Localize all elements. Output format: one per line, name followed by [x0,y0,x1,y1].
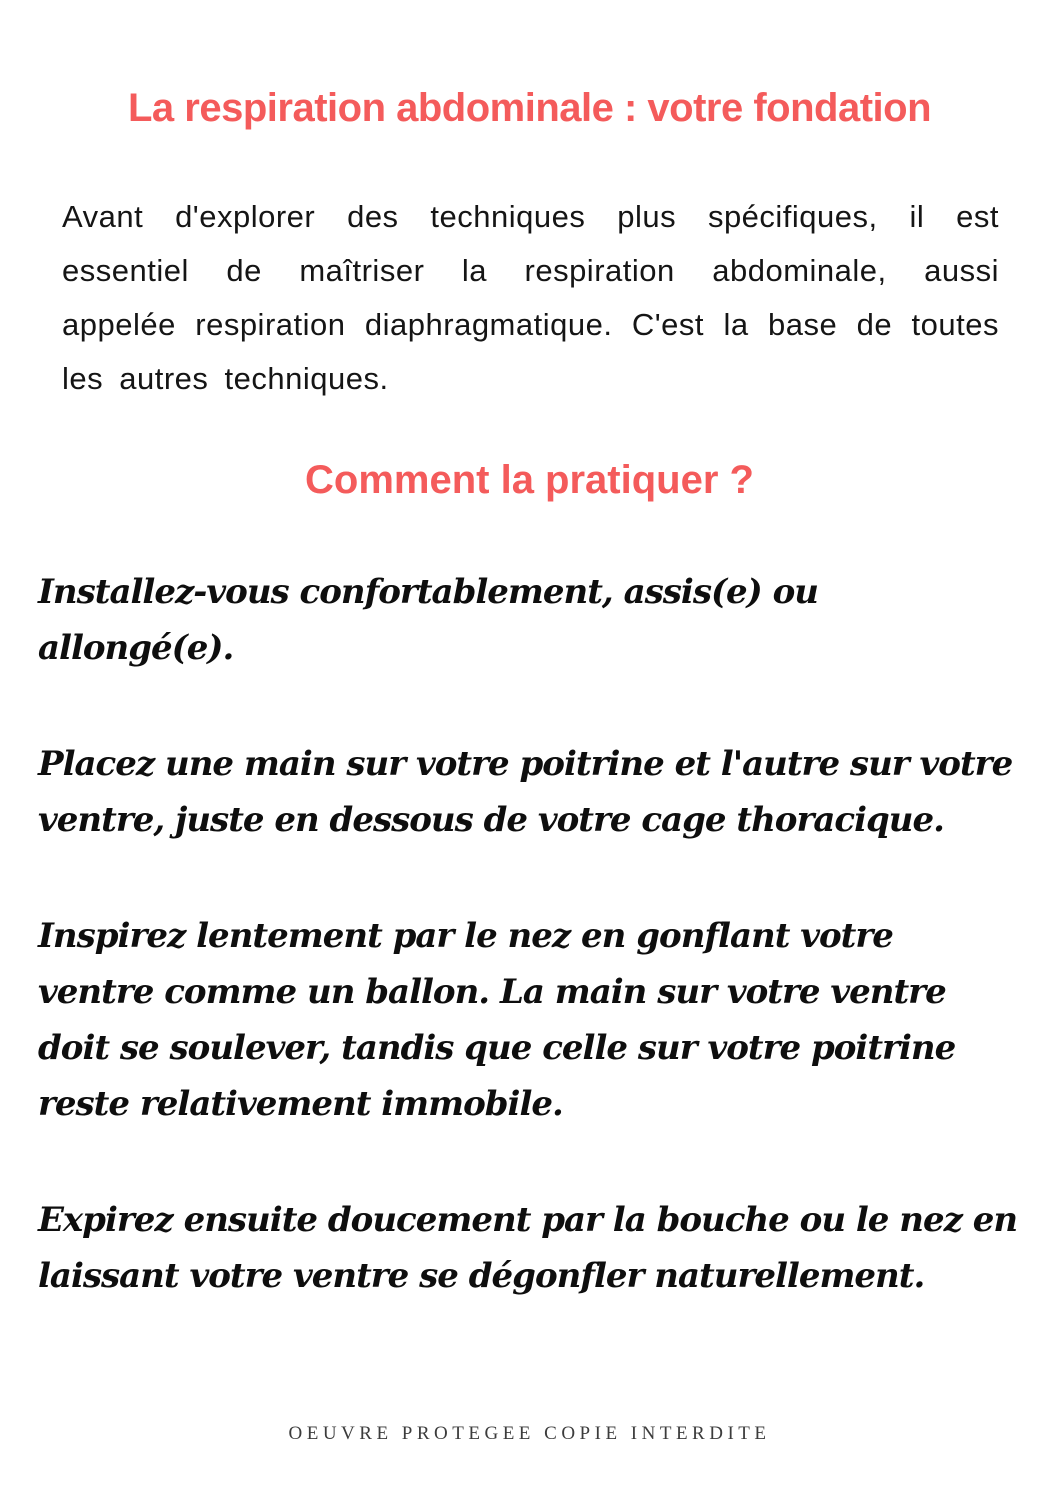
practice-step-3: Inspirez lentement par le nez en gonflant votre ventre comme un ballon. La main sur votre ventre doit se soulever, tandis que celle sur votre poitrine reste relativement immobile. [38,916,956,1124]
intro-paragraph: Avant d'explorer des techniques plus spécifiques, il est essentiel de maîtriser la respiration abdominale, aussi appelée respiration diaphragmatique. C'est la base de toutes les autres techniques. [62,199,999,396]
practice-step-2: Placez une main sur votre poitrine et l'autre sur votre ventre, juste en dessous de votre cage thoracique. [38,744,1013,840]
page-title: La respiration abdominale : votre fondation [127,86,932,130]
copyright-watermark: OEUVRE PROTEGEE COPIE INTERDITE [288,1423,771,1444]
section-heading: Comment la pratiquer ? [305,458,754,502]
practice-steps [38,564,1019,1304]
practice-step-1: Installez-vous confortablement, assis(e) ou allongé(e). [38,572,819,668]
practice-step-4: Expirez ensuite doucement par la bouche ou le nez en laissant votre ventre se dégonfler naturellement. [38,1200,1018,1296]
